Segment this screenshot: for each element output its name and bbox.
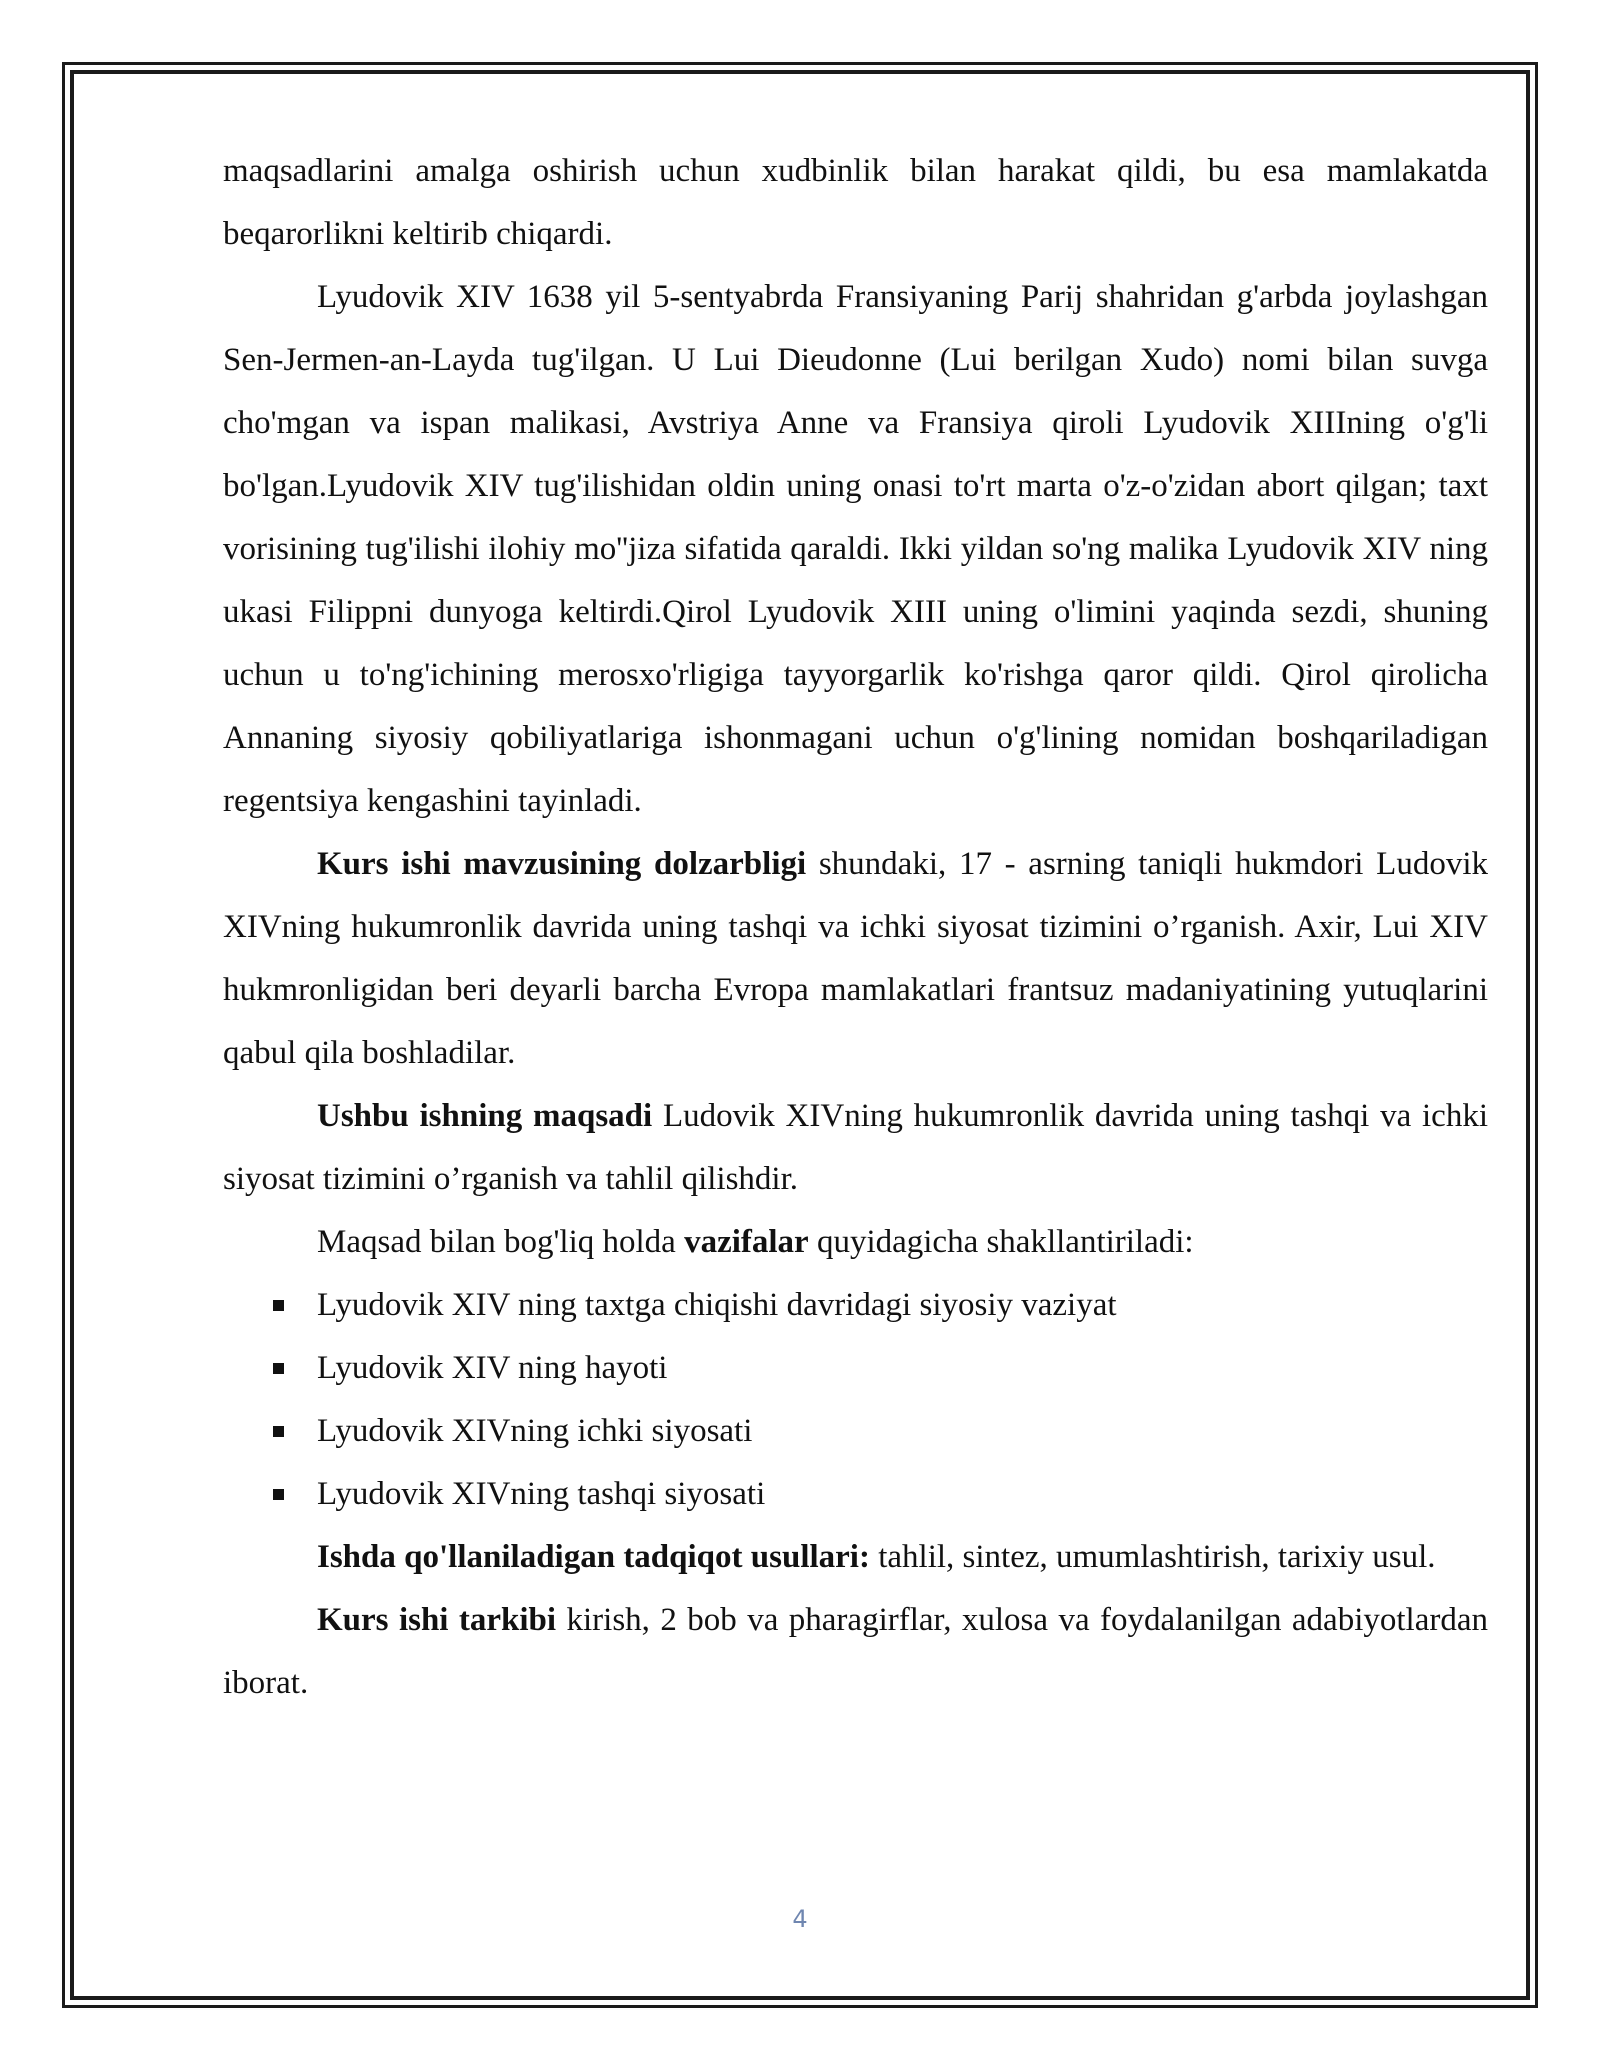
tasks-heading: vazifalar (684, 1224, 809, 1260)
list-item-text: Lyudovik XIVning ichki siyosati (317, 1413, 753, 1449)
paragraph-tasks-intro (223, 1211, 1488, 1274)
bullet-square-icon (273, 1426, 284, 1437)
list-item-text: Lyudovik XIV ning taxtga chiqishi davridagi siyosiy vaziyat (317, 1287, 1117, 1323)
relevance-text: shundaki, 17 - asrning taniqli hukmdori Ludovik XIVning hukumronlik davrida uning tashqi va ichki siyosat tizimini o’rganish. Axir, Lui XIV hukmronligidan beri deyarli barcha Evropa mamlakatlari frantsuz madaniyatining yutuqlarini qabul qila boshladilar. (223, 846, 1488, 1071)
paragraph-biography: Lyudovik XIV 1638 yil 5-sentyabrda Fransiyaning Parij shahridan g'arbda joylashgan Sen-Jermen-an-Layda tug'ilgan. U Lui Dieudonne (Lui berilgan Xudo) nomi bilan suvga cho'mgan va ispan malikasi, Avstriya Anne va Fransiya qiroli Lyudovik XIIIning o'g'li bo'lgan.Lyudovik XIV tug'ilishidan oldin uning onasi to'rt marta o'z-o'zidan abort qilgan; taxt vorisining tug'ilishi ilohiy mo''jiza sifatida qaraldi. Ikki yildan so'ng malika Lyudovik XIV ning ukasi Filippni dunyoga keltirdi.Qirol Lyudovik XIII uning o'limini yaqinda sezdi, shuning uchun u to'ng'ichining merosxo'rligiga tayyorgarlik ko'rishga qaror qildi. Qirol qirolicha Annaning siyosiy qobiliyatlariga ishonmagani uchun o'g'lining nomidan boshqariladigan regentsiya kengashini tayinladi. (223, 279, 1488, 819)
bullet-square-icon (273, 1363, 284, 1374)
document-body (223, 140, 1488, 1715)
goal-text: Ludovik XIVning hukumronlik davrida uning tashqi va ichki siyosat tizimini o’rganish va tahlil qilishdir. (223, 1098, 1488, 1197)
tasks-intro-after: quyidagicha shakllantiriladi: (808, 1224, 1194, 1260)
list-item-text: Lyudovik XIV ning hayoti (317, 1350, 668, 1386)
paragraph-intro-continuation: maqsadlarini amalga oshirish uchun xudbinlik bilan harakat qildi, bu esa mamlakatda beqarorlikni keltirib chiqardi. (223, 153, 1488, 252)
list-item (223, 1337, 1488, 1400)
paragraph-relevance (223, 833, 1488, 1085)
paragraph-structure (223, 1589, 1488, 1715)
paragraph-methods (223, 1526, 1488, 1589)
list-item (223, 1463, 1488, 1526)
list-item-text: Lyudovik XIVning tashqi siyosati (317, 1476, 766, 1512)
paragraph-goal (223, 1085, 1488, 1211)
structure-heading: Kurs ishi tarkibi (317, 1602, 557, 1638)
bullet-square-icon (273, 1300, 284, 1311)
structure-text: kirish, 2 bob va pharagirflar, xulosa va foydalanilgan adabiyotlardan iborat. (223, 1602, 1488, 1701)
relevance-heading: Kurs ishi mavzusining dolzarbligi (317, 846, 807, 882)
tasks-intro-before: Maqsad bilan bog'liq holda (317, 1224, 685, 1260)
methods-heading: Ishda qo'llaniladigan tadqiqot usullari: (317, 1539, 870, 1575)
bullet-square-icon (273, 1489, 284, 1500)
tasks-list (223, 1274, 1488, 1526)
list-item (223, 1274, 1488, 1337)
list-item (223, 1400, 1488, 1463)
goal-heading: Ushbu ishning maqsadi (317, 1098, 653, 1134)
methods-text: tahlil, sintez, umumlashtirish, tarixiy usul. (869, 1539, 1436, 1575)
page-number: 4 (792, 1905, 808, 1933)
